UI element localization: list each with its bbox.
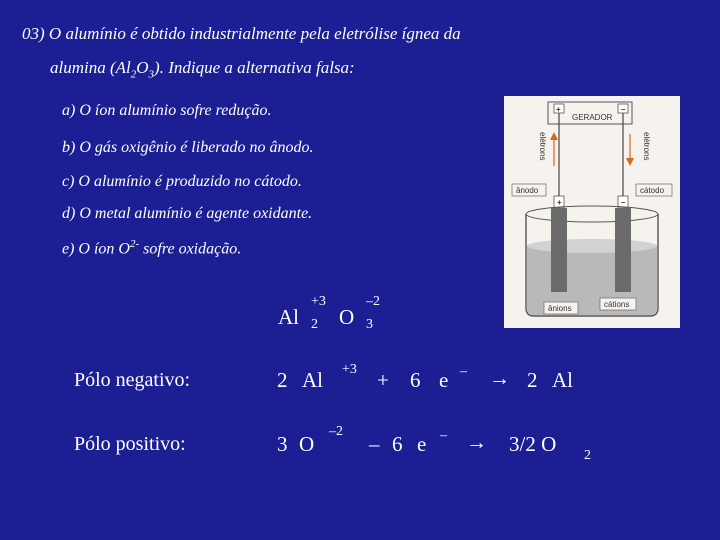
formula-sub-1: 2 <box>311 317 318 332</box>
generator-minus-sign: – <box>621 105 626 114</box>
liquid-surface <box>527 239 657 253</box>
generator-plus-sign: + <box>556 105 561 114</box>
pos-arrow: → <box>466 430 487 454</box>
formula-al: Al <box>278 305 299 329</box>
pos-charge-1: –2 <box>329 424 343 439</box>
cations-label: cátions <box>604 300 630 309</box>
positive-pole-label: Pólo positivo: <box>74 433 186 455</box>
arrow-up-head <box>550 132 558 140</box>
negative-pole-label: Pólo negativo: <box>74 369 191 391</box>
neg-element-1: Al <box>302 368 323 392</box>
electrolysis-diagram <box>504 96 680 328</box>
pos-electron-charge: – <box>440 428 447 443</box>
neg-coef-3: 2 <box>527 368 538 392</box>
question-text: alumina (Al <box>50 58 131 77</box>
pos-product: 3/2 O <box>509 432 557 456</box>
option-text: sofre oxidação. <box>139 240 242 258</box>
neg-product: Al <box>552 368 573 392</box>
cathode-sign: – <box>621 198 626 207</box>
subscript: 3 <box>148 68 155 81</box>
pos-element-1: O <box>299 432 315 456</box>
generator-label: GERADOR <box>572 113 613 122</box>
option-b: b) O gás oxigênio é liberado no ânodo. <box>62 139 314 156</box>
neg-coef-1: 2 <box>277 368 288 392</box>
option-c: c) O alumínio é produzido no cátodo. <box>62 173 302 190</box>
beaker-rim <box>526 206 658 222</box>
electrons-right-label: elétrons <box>642 132 651 161</box>
formula-o: O <box>339 305 355 329</box>
anions-label: ânions <box>548 304 572 313</box>
subscript: 2 <box>130 68 137 81</box>
question-text: ). Indique a alternativa falsa: <box>154 58 355 77</box>
cathode-label: cátodo <box>640 186 665 195</box>
neg-plus: + <box>377 368 389 392</box>
superscript: 2- <box>129 238 140 250</box>
option-d: d) O metal alumínio é agente oxidante. <box>62 205 313 222</box>
question-line-1: 03) O alumínio é obtido industrialmente pela eletrólise ígnea da <box>22 24 461 43</box>
arrow-down-head <box>626 158 634 166</box>
anode-electrode <box>551 208 567 292</box>
formula-charge-1: +3 <box>311 294 326 309</box>
neg-coef-2: 6 <box>410 368 421 392</box>
neg-electron-charge: – <box>460 364 467 379</box>
question-line-2 <box>50 58 355 80</box>
pos-coef-2: 6 <box>392 432 403 456</box>
pos-minus: – <box>369 432 380 456</box>
formula-sub-2: 3 <box>366 317 373 332</box>
pos-electron: e <box>417 432 427 456</box>
option-text: e) O íon O <box>62 240 130 258</box>
neg-electron: e <box>439 368 449 392</box>
cathode-electrode <box>615 208 631 292</box>
question-text: O <box>136 58 149 77</box>
anode-sign: + <box>557 198 562 207</box>
anode-label: ânodo <box>516 186 539 195</box>
option-a: a) O íon alumínio sofre redução. <box>62 102 272 119</box>
electrolysis-svg <box>504 96 680 328</box>
electrons-left-label: elétrons <box>538 132 547 161</box>
pos-product-sub: 2 <box>584 448 591 463</box>
formula-charge-2: –2 <box>366 294 380 309</box>
neg-charge-1: +3 <box>342 362 357 377</box>
neg-arrow: → <box>489 366 510 390</box>
option-e <box>62 238 241 258</box>
pos-coef-1: 3 <box>277 432 288 456</box>
